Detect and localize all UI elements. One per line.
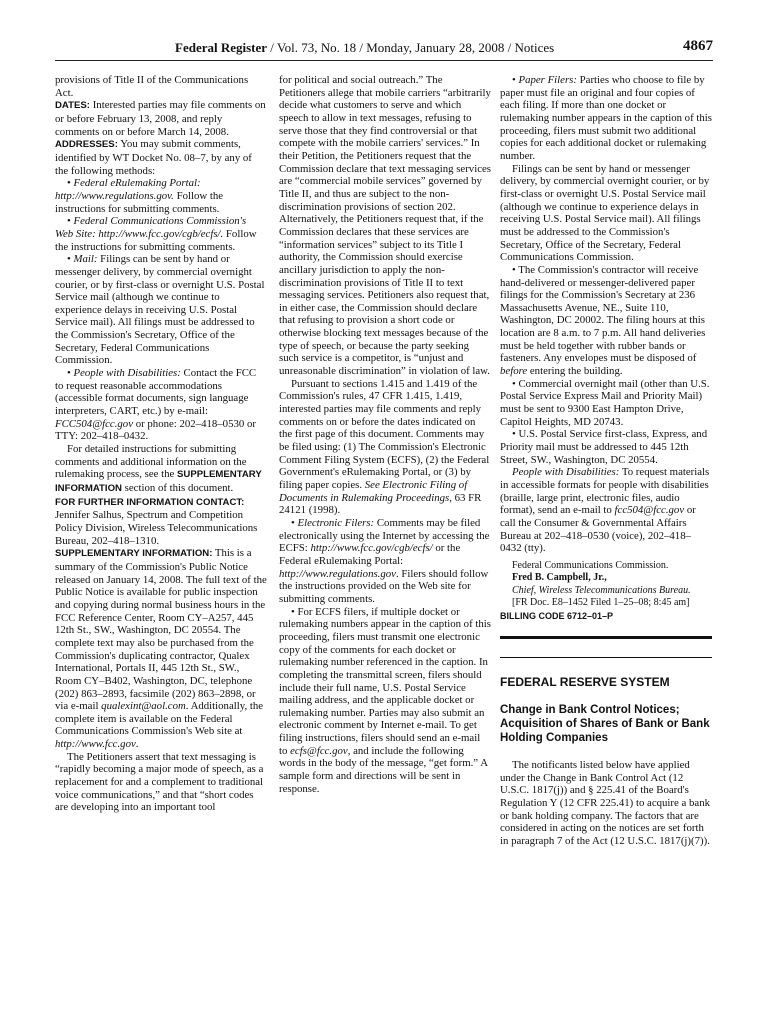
bullet-text: Comments may be filed electronically using the Internet by accessing the ECFS: — [279, 516, 490, 555]
supplementary-label: SUPPLEMENTARY INFORMATION: — [55, 548, 213, 560]
bullet-lead: People with Disabilities: — [73, 367, 181, 380]
fr-doc-line: [FR Doc. E8–1452 Filed 1–25–08; 8:45 am] — [512, 597, 690, 609]
publication-name: Federal Register — [175, 40, 268, 55]
addresses-text: You may submit comments, identified by WT Docket No. 08–7, by any of the following methods: — [55, 138, 252, 177]
bullet-lead: Federal Communications Commission's Web Site: http://www.fcc.gov/cgb/ecfs/. — [55, 215, 247, 240]
paragraph-text: For detailed instructions for submitting comments and additional information on the rulemaking process, see the — [55, 443, 247, 481]
bullet-item: • Federal eRulemaking Portal: http://www.regulations.gov. Follow the instructions for submitting comments. — [55, 177, 224, 215]
bullet-text: For ECFS filers, if multiple docket or rulemaking numbers appear in the caption of this proceeding, filers must transmit one electronic copy of the comments for each docket or rulemaking number referenced in the caption. In completing the transmittal screen, filers should include their full name, U.S. Postal Service mailing address, and the applicable docket or rulemaking number. Parties may also submit an electronic comment by Internet e-mail. To get filing instructions, filers should send an e-mail to — [279, 605, 491, 757]
bullet-text: Contact the FCC to request reasonable accommodations (accessible format documents, sign language interpreters, CART, etc.) by e-mail: — [55, 367, 257, 418]
bullet-lead: Paper Filers: — [518, 74, 577, 86]
web-address: http://www.fcc.gov — [55, 738, 136, 751]
paragraph-text: section of this document. — [121, 482, 234, 494]
supplementary-text: . — [135, 738, 139, 751]
addresses-label: ADDRESSES: — [55, 139, 118, 151]
bullet-item: • Paper Filers: Parties who choose to file by paper must file an original and four copies of each filing. If more than one docket or rulemaking number appears in the caption of this proceeding, filers must submit two additional copies for each additional docket or rulemaking number. — [500, 74, 712, 162]
dates-label: DATES: — [55, 100, 90, 112]
bullet-lead: Electronic Filers: — [297, 516, 375, 529]
paragraph: The Petitioners assert that text messaging is “rapidly becoming a major mode of speech, as a replacement for and a complement to traditional voice communications,” and that “short codes are developing into an important tool — [55, 750, 264, 814]
bullet-text: Follow the instructions for submitting comments. — [55, 189, 224, 215]
paragraph: Filings can be sent by hand or messenger delivery, by commercial overnight courier, or by first-class or overnight U.S. Postal Service mail (although we continue to experience delays in receiving U.S. Postal Service mail). All filings must be addressed to the Commission's Secretary, Office of the Secretary, Federal Communications Commission. — [500, 162, 710, 264]
signature-block — [500, 560, 712, 623]
email-address: ecfs@fcc.gov — [290, 744, 348, 757]
bullet-item: • People with Disabilities: Contact the FCC to request reasonable accommodations (accessible format documents, sign language interpreters, CART, etc.) by e-mail: FCC504@fcc.gov or phone: 202–418–0530 or TTY: 202–418–0432. — [55, 367, 257, 443]
bullet-text: Filings can be sent by hand or messenger delivery, by commercial overnight courier, or by first-class or overnight U.S. Postal Service mail (although we continue to experience delays in receiving U.S. Postal Service mail). All filings must be addressed to the Commission's Secretary, Office of the Secretary, Federal Communications Commission. — [55, 253, 265, 367]
bullet-item: • U.S. Postal Service first-class, Express, and Priority mail must be addressed to 445 12th Street, SW., Washington, DC 20554. — [500, 428, 708, 466]
signature-agency: Federal Communications Commission. — [512, 559, 669, 571]
bullet-item: • Commercial overnight mail (other than U.S. Postal Service Express Mail and Priority Mail) must be sent to 9300 East Hampton Drive, Capitol Heights, MD 20743. — [500, 377, 710, 428]
paragraph-text: To request materials in accessible formats for people with disabilities (braille, large print, electronic files, audio format), send an e-mail to — [500, 466, 710, 517]
dates-text: Interested parties may file comments on or before February 13, 2008, and reply comments on or before March 14, 2008. — [55, 99, 266, 138]
paragraph-lead: People with Disabilities: — [512, 466, 620, 479]
supplementary-text: This is a summary of the Commission's Public Notice released on January 14, 2008. The full text of the Public Notice is available for public inspection and copying during normal business hours in the FCC Reference Center, Room CY–A257, 445 12th St., SW., Washington, DC 20554. The complete text may also be purchased from the Commission's duplicating contractor, Qualex International, Portals II, 445 12th St., SW., Room CY–B402, Washington, DC, telephone (202) 863–2893, facsimile (202) 863–2898, or via e-mail — [55, 547, 267, 713]
addresses-section — [55, 138, 267, 177]
emphasis: before — [500, 365, 528, 378]
bullet-text: or the Federal eRulemaking Portal: — [279, 542, 461, 567]
bullet-item: • For ECFS filers, if multiple docket or rulemaking numbers appear in the caption of this proceeding, filers must transmit one electronic copy of the comments for each docket or rulemaking number referenced in the caption. In completing the transmittal screen, filers should include their full name, U.S. Postal Service mailing address, and the applicable docket or rulemaking number. Parties may also submit an electronic comment by Internet e-mail. To get filing instructions, filers should send an e-mail to ecfs@fcc.gov, and include the following words in the body of the message, “get form.” A sample form and directions will be sent in response. — [279, 605, 491, 795]
running-title — [175, 40, 554, 56]
bullet-text: Parties who choose to file by paper must file an original and four copies of each filing. If more than one docket or rulemaking number appears in the caption of this proceeding, filers must submit two additional copies for each additional docket or rulemaking number. — [500, 74, 712, 162]
bullet-text: Follow the instructions for submitting comments. — [55, 227, 257, 253]
web-address: http://www.regulations.gov — [279, 567, 396, 580]
signer-title-text: Chief, Wireless Telecommunications Bureau. — [512, 584, 691, 596]
bullet-item: • Federal Communications Commission's Web Site: http://www.fcc.gov/cgb/ecfs/. Follow the instructions for submitting comments. — [55, 215, 257, 253]
billing-code: BILLING CODE 6712–01–P — [500, 610, 614, 621]
paragraph-text: Pursuant to sections 1.415 and 1.419 of the Commission's rules, 47 CFR 1.415, 1.419, interested parties may file comments and reply comments on or before the dates indicated on the first page of this document. Comments may be filed using: (1) The Commission's Electronic Comment Filing System (ECFS), (2) the Federal Government's eRulemaking Portal, or (3) by filing paper copies. — [279, 377, 490, 491]
bullet-lead: Federal eRulemaking Portal: http://www.regulations.gov. — [55, 177, 201, 202]
bullet-text: The Commission's contractor will receive hand-delivered or messenger-delivered paper filings for the Commission's Secretary at 236 Massachusetts Avenue, NE., Suite 110, Washington, DC 20002. The filing hours at this location are 8 a.m. to 7 p.m. All hand deliveries must be held together with rubber bands or fasteners. Any envelopes must be disposed of — [500, 263, 706, 365]
column-2 — [279, 74, 491, 795]
paragraph-text: , 63 FR 24121 (1998). — [279, 491, 482, 517]
email-address: qualexint@aol.com — [101, 700, 186, 713]
citation: See Electronic Filing of Documents in Rulemaking Proceedings — [279, 479, 468, 504]
bullet-text: U.S. Postal Service first-class, Express, and Priority mail must be addressed to 445 12th Street, SW., Washington, DC 20554. — [500, 428, 708, 466]
supplementary-text: . Additionally, the complete item is available on the Federal Communications Commission's Web site at — [55, 700, 264, 738]
paragraph — [279, 378, 491, 517]
paragraph: provisions of Title II of the Communications Act. — [55, 74, 249, 99]
notice-title: Change in Bank Control Notices; Acquisition of Shares of Bank or Bank Holding Companies — [500, 704, 710, 745]
page-header — [55, 38, 713, 61]
section-divider — [500, 657, 712, 658]
web-address: http://www.fcc.gov/cgb/ecfs/ — [310, 542, 433, 555]
email-address: FCC504@fcc.gov — [55, 417, 133, 430]
bullet-lead: Mail: — [73, 253, 98, 266]
page-number: 4867 — [683, 38, 713, 54]
dates-section — [55, 99, 267, 138]
signer-name: Fred B. Campbell, Jr., — [512, 572, 607, 584]
bullet-text: entering the building. — [527, 365, 623, 378]
agency-heading: FEDERAL RESERVE SYSTEM — [500, 675, 670, 690]
column-1 — [55, 74, 267, 814]
column-3 — [500, 74, 712, 848]
signer-title — [500, 585, 712, 598]
further-info-section — [55, 496, 267, 548]
section-divider — [500, 636, 712, 639]
paragraph — [500, 466, 712, 555]
bullet-item: • The Commission's contractor will receive hand-delivered or messenger-delivered paper filings for the Commission's Secretary at 236 Massachusetts Avenue, NE., Suite 110, Washington, DC 20002. The filing hours at this location are 8 a.m. to 7 p.m. All hand deliveries must be held together with rubber bands or fasteners. Any envelopes must be disposed of before entering the building. — [500, 263, 706, 378]
paragraph: for political and social outreach.” The Petitioners allege that mobile carriers “arbitrarily decide what customers to serve and which speech to allow in text messages, refusing to serve those that they find controversial or that compete with the mobile carriers' services.” In their Petition, the Petitioners request that the Commission declare that text messaging services are “commercial mobile services” governed by Title II, and thus are subject to the non-discrimination provisions of section 202. Alternatively, the Petitioners request that, if the Commission declares that these services are “information services” subject to its Title I authority, the Commission should exercise ancillary jurisdiction to apply the non-discrimination provisions of Title II to text messaging services. Petitioners also request that, in either case, the Commission should declare that refusing to provision a short code or otherwise blocking text messages because of the type of speech, or because the party seeking such service is a competitor, is “unjust and unreasonable discrimination” in violation of law. — [279, 74, 491, 378]
paragraph-text: or call the Consumer & Governmental Affairs Bureau at 202–418–0530 (voice), 202–418–0432 (tty). — [500, 504, 696, 555]
paragraph: The notificants listed below have applied under the Change in Bank Control Act (12 U.S.C. 1817(j)) and § 225.41 of the Board's Regulation Y (12 CFR 225.41) to acquire a bank or bank holding company. The factors that are considered in acting on the notices are set forth in paragraph 7 of the Act (12 U.S.C. 1817(j)(7)). — [500, 759, 711, 848]
bullet-text: . Filers should follow the instructions provided on the Web site for submitting comments. — [279, 567, 489, 605]
bullet-text: , and include the following words in the body of the message, “get form.” A sample form and directions will be sent in response. — [279, 744, 488, 795]
further-info-text: Jennifer Salhus, Spectrum and Competition Policy Division, Wireless Telecommunications Bureau, 202–418–1310. — [55, 509, 258, 547]
section-reference: SUPPLEMENTARY INFORMATION — [55, 469, 262, 494]
supplementary-section — [55, 547, 267, 751]
bullet-item: • Mail: Filings can be sent by hand or messenger delivery, by commercial overnight courier, or by first-class or overnight U.S. Postal Service mail (although we continue to experience delays in receiving U.S. Postal Service mail). All filings must be addressed to the Commission's Secretary, Office of the Secretary, Federal Communications Commission. — [55, 253, 265, 367]
bullet-text: or phone: 202–418–0530 or TTY: 202–418–0432. — [55, 417, 256, 443]
paragraph — [55, 443, 267, 496]
email-address: fcc504@fcc.gov — [614, 504, 685, 517]
issue-info: / Vol. 73, No. 18 / Monday, January 28, 2008 / Notices — [267, 40, 555, 55]
bullet-text: Commercial overnight mail (other than U.S. Postal Service Express Mail and Priority Mail) must be sent to 9300 East Hampton Drive, Capitol Heights, MD 20743. — [500, 377, 710, 428]
further-info-label: FOR FURTHER INFORMATION CONTACT: — [55, 496, 245, 508]
bullet-item: • Electronic Filers: Comments may be filed electronically using the Internet by accessing the ECFS: http://www.fcc.gov/cgb/ecfs/ or the Federal eRulemaking Portal: http://www.regulations.gov. Filers should follow the instructions provided on the Web site for submitting comments. — [279, 516, 490, 605]
